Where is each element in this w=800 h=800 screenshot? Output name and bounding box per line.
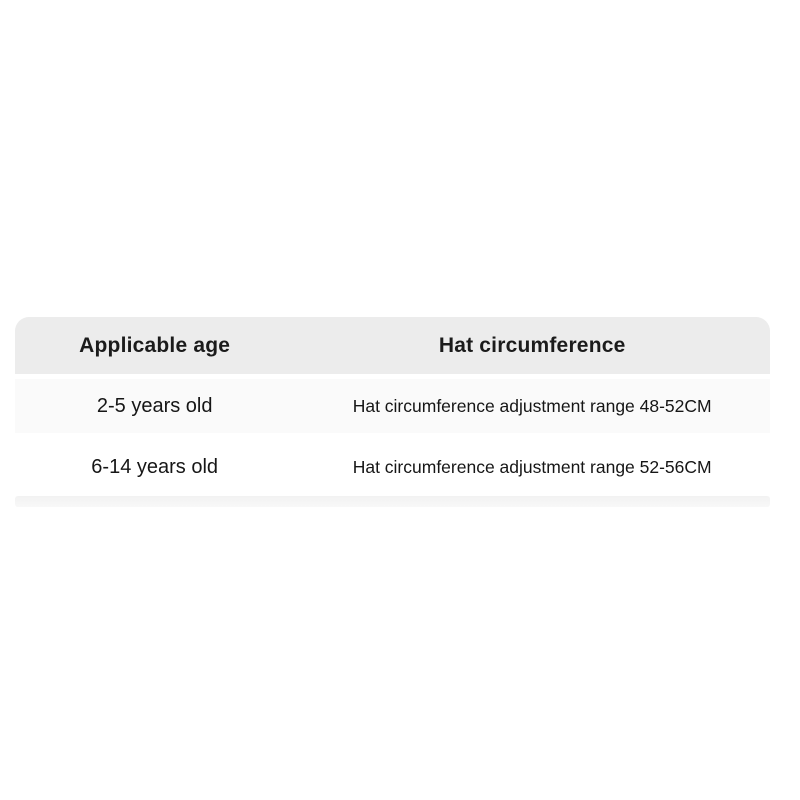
size-table-header-row — [15, 317, 770, 374]
size-table — [15, 317, 770, 507]
table-row — [15, 440, 770, 494]
age-cell: 2-5 years old — [96, 394, 213, 417]
circumference-cell: Hat circumference adjustment range 52-56CM — [352, 456, 712, 477]
age-cell: 6-14 years old — [91, 455, 219, 478]
row-divider — [15, 433, 770, 440]
circumference-cell: Hat circumference adjustment range 48-52CM — [352, 395, 712, 416]
table-bottom-strip — [15, 496, 770, 507]
header-cell-hat-circumference: Hat circumference — [438, 333, 626, 357]
table-row — [15, 379, 770, 433]
header-cell-applicable-age: Applicable age — [79, 333, 231, 357]
